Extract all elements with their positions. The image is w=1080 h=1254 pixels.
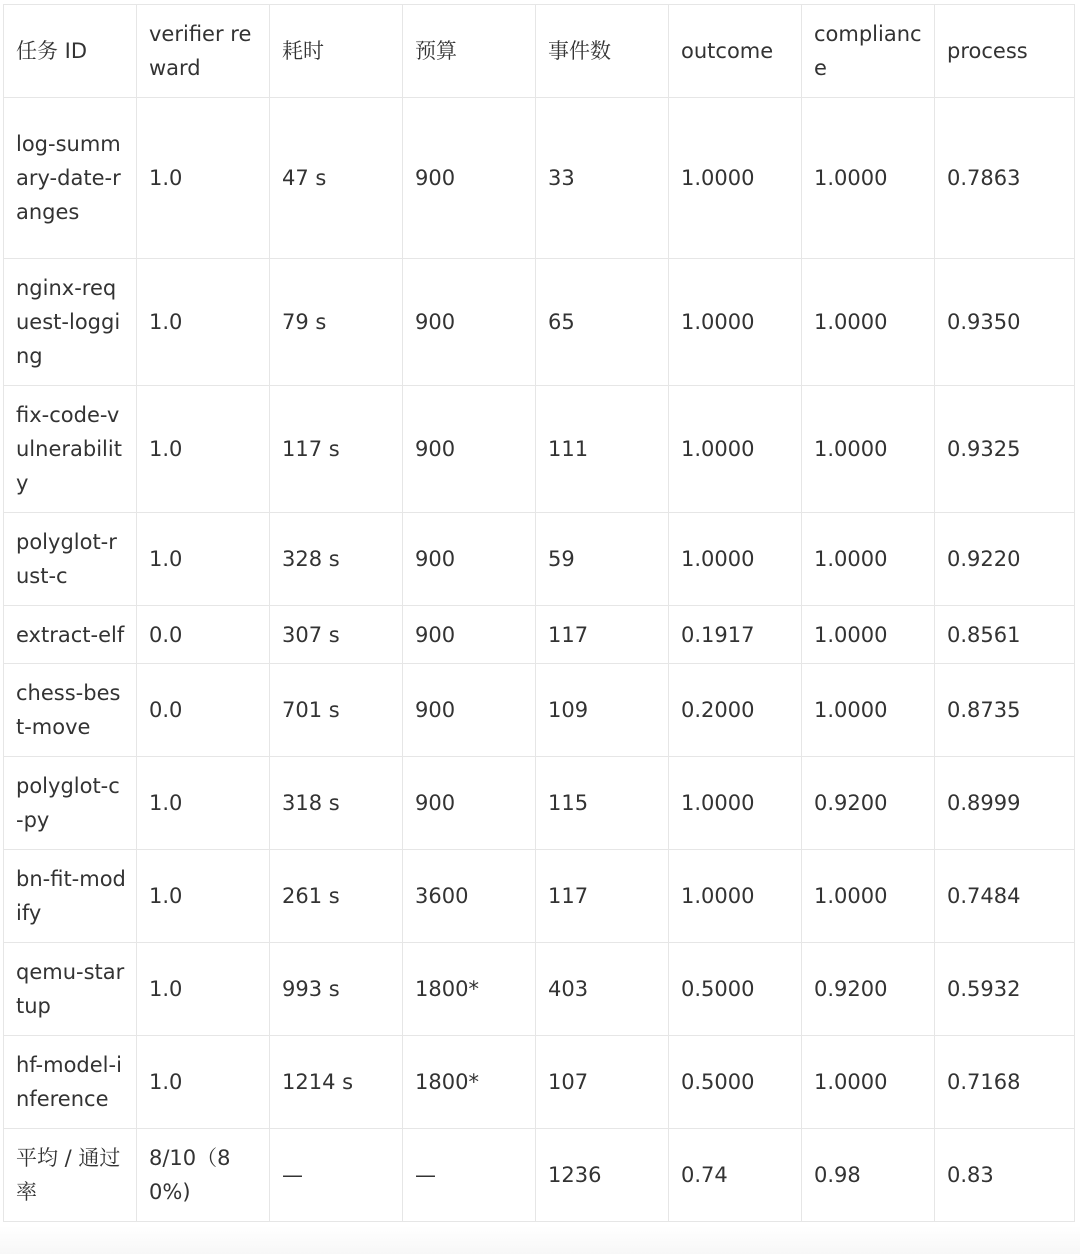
cell-budget: 900	[403, 259, 536, 386]
cell-task-id: nginx-request-logging	[4, 259, 137, 386]
cell-compliance: 1.0000	[802, 606, 935, 664]
cell-duration: 1214 s	[270, 1036, 403, 1129]
cell-task-id: fix-code-vulnerability	[4, 386, 137, 513]
cell-compliance: 1.0000	[802, 98, 935, 259]
cell-budget: —	[403, 1129, 536, 1222]
cell-duration: 318 s	[270, 757, 403, 850]
cell-task-id: chess-best-move	[4, 664, 137, 757]
cell-process: 0.7863	[935, 98, 1075, 259]
cell-compliance: 1.0000	[802, 513, 935, 606]
cell-process: 0.9350	[935, 259, 1075, 386]
cell-compliance: 1.0000	[802, 850, 935, 943]
cell-verifier-reward: 1.0	[137, 386, 270, 513]
cell-outcome: 1.0000	[669, 386, 802, 513]
cell-budget: 900	[403, 98, 536, 259]
cell-duration: 261 s	[270, 850, 403, 943]
table-row	[4, 757, 1075, 850]
cell-verifier-reward: 1.0	[137, 513, 270, 606]
cell-verifier-reward: 0.0	[137, 606, 270, 664]
cell-budget: 1800*	[403, 943, 536, 1036]
cell-process: 0.83	[935, 1129, 1075, 1222]
cell-process: 0.5932	[935, 943, 1075, 1036]
cell-budget: 900	[403, 606, 536, 664]
cell-task-id: hf-model-inference	[4, 1036, 137, 1129]
header-process: process	[935, 5, 1075, 98]
summary-row	[4, 1129, 1075, 1222]
cell-event-count: 59	[536, 513, 669, 606]
cell-verifier-reward: 1.0	[137, 98, 270, 259]
cell-task-id: extract-elf	[4, 606, 137, 664]
cell-outcome: 0.74	[669, 1129, 802, 1222]
cell-compliance: 1.0000	[802, 259, 935, 386]
header-budget: 预算	[403, 5, 536, 98]
table-row	[4, 259, 1075, 386]
cell-outcome: 0.5000	[669, 943, 802, 1036]
cell-compliance: 1.0000	[802, 386, 935, 513]
header-event-count: 事件数	[536, 5, 669, 98]
header-task-id: 任务 ID	[4, 5, 137, 98]
cell-outcome: 0.5000	[669, 1036, 802, 1129]
cell-duration: 47 s	[270, 98, 403, 259]
cell-event-count: 403	[536, 943, 669, 1036]
cell-outcome: 0.2000	[669, 664, 802, 757]
cell-verifier-reward: 1.0	[137, 259, 270, 386]
cell-task-id: qemu-startup	[4, 943, 137, 1036]
table-row	[4, 606, 1075, 664]
table-row	[4, 386, 1075, 513]
cell-verifier-reward: 1.0	[137, 1036, 270, 1129]
cell-budget: 900	[403, 513, 536, 606]
cell-event-count: 1236	[536, 1129, 669, 1222]
header-compliance: compliance	[802, 5, 935, 98]
cell-event-count: 111	[536, 386, 669, 513]
cell-summary-label: 平均 / 通过率	[4, 1129, 137, 1222]
cell-outcome: 1.0000	[669, 850, 802, 943]
cell-process: 0.9220	[935, 513, 1075, 606]
cell-event-count: 117	[536, 850, 669, 943]
cell-event-count: 115	[536, 757, 669, 850]
cell-outcome: 1.0000	[669, 259, 802, 386]
cell-event-count: 107	[536, 1036, 669, 1129]
header-verifier-reward: verifier reward	[137, 5, 270, 98]
cell-compliance: 0.9200	[802, 757, 935, 850]
cell-process: 0.7484	[935, 850, 1075, 943]
cell-task-id: log-summary-date-ranges	[4, 98, 137, 259]
results-table-container	[3, 4, 1074, 1222]
table-header-row	[4, 5, 1075, 98]
cell-process: 0.8999	[935, 757, 1075, 850]
cell-outcome: 1.0000	[669, 757, 802, 850]
cell-event-count: 109	[536, 664, 669, 757]
cell-budget: 900	[403, 757, 536, 850]
cell-event-count: 33	[536, 98, 669, 259]
cell-duration: 701 s	[270, 664, 403, 757]
table-row	[4, 1036, 1075, 1129]
cell-process: 0.7168	[935, 1036, 1075, 1129]
cell-verifier-reward: 0.0	[137, 664, 270, 757]
cell-duration: 328 s	[270, 513, 403, 606]
cell-duration: 993 s	[270, 943, 403, 1036]
cell-outcome: 1.0000	[669, 98, 802, 259]
cell-process: 0.8735	[935, 664, 1075, 757]
table-row	[4, 664, 1075, 757]
cell-verifier-reward: 1.0	[137, 850, 270, 943]
cell-duration: 307 s	[270, 606, 403, 664]
cell-duration: 117 s	[270, 386, 403, 513]
cell-compliance: 1.0000	[802, 664, 935, 757]
cell-task-id: polyglot-rust-c	[4, 513, 137, 606]
header-duration: 耗时	[270, 5, 403, 98]
cell-process: 0.9325	[935, 386, 1075, 513]
cell-verifier-reward: 1.0	[137, 943, 270, 1036]
cell-budget: 900	[403, 664, 536, 757]
cell-budget: 900	[403, 386, 536, 513]
bottom-shadow	[0, 1226, 1080, 1254]
table-row	[4, 850, 1075, 943]
cell-event-count: 117	[536, 606, 669, 664]
table-row	[4, 943, 1075, 1036]
header-outcome: outcome	[669, 5, 802, 98]
table-row	[4, 98, 1075, 259]
cell-compliance: 0.9200	[802, 943, 935, 1036]
cell-compliance: 0.98	[802, 1129, 935, 1222]
cell-budget: 3600	[403, 850, 536, 943]
cell-duration: —	[270, 1129, 403, 1222]
results-table	[3, 4, 1075, 1222]
cell-verifier-reward: 1.0	[137, 757, 270, 850]
cell-compliance: 1.0000	[802, 1036, 935, 1129]
cell-task-id: bn-fit-modify	[4, 850, 137, 943]
cell-outcome: 1.0000	[669, 513, 802, 606]
cell-process: 0.8561	[935, 606, 1075, 664]
cell-budget: 1800*	[403, 1036, 536, 1129]
cell-duration: 79 s	[270, 259, 403, 386]
table-row	[4, 513, 1075, 606]
cell-event-count: 65	[536, 259, 669, 386]
cell-task-id: polyglot-c-py	[4, 757, 137, 850]
cell-pass-rate: 8/10（80%)	[137, 1129, 270, 1222]
cell-outcome: 0.1917	[669, 606, 802, 664]
